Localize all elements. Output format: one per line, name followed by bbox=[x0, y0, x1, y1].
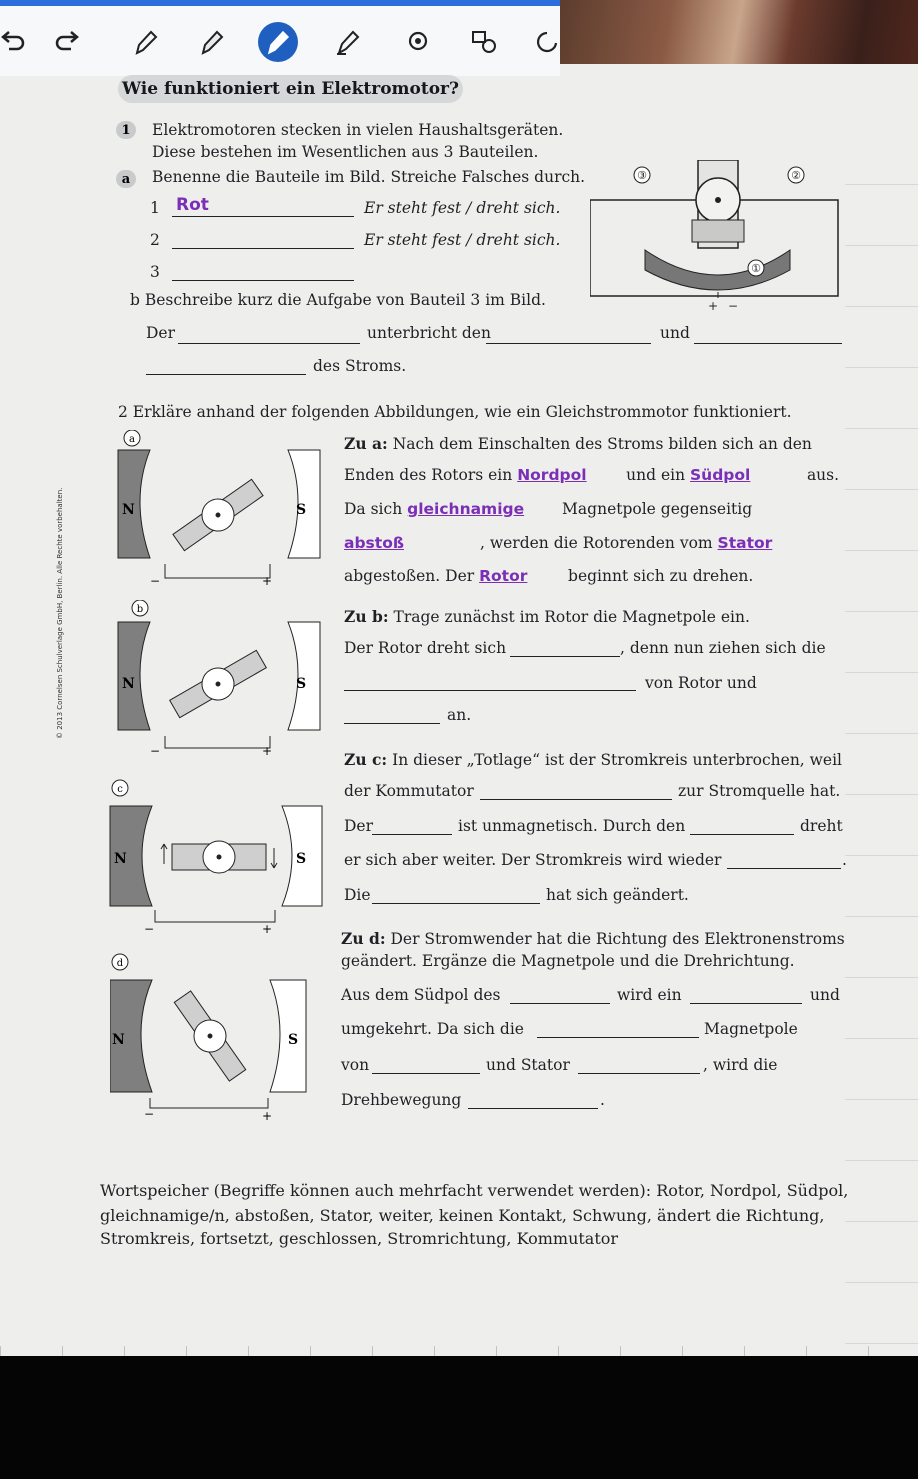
north-label: N bbox=[114, 851, 127, 867]
text-line: geändert. Ergänze die Magnetpole und die Drehrichtung. bbox=[341, 952, 795, 970]
text-line: und bbox=[810, 986, 840, 1004]
text-line: Trage zunächst im Rotor die Magnetpole ein. bbox=[393, 608, 750, 626]
plus-terminal: + bbox=[262, 744, 273, 758]
subtask-label: a bbox=[116, 170, 136, 188]
sentence-fragment: und bbox=[660, 324, 690, 342]
text-line: Enden des Rotors ein bbox=[344, 466, 513, 484]
answer-blank[interactable] bbox=[694, 343, 842, 344]
text-line: . bbox=[842, 851, 847, 869]
minus-terminal: − bbox=[150, 574, 161, 588]
section-head: Zu c: bbox=[344, 750, 388, 769]
text-line: und ein bbox=[626, 466, 686, 484]
redo-icon[interactable] bbox=[48, 22, 88, 62]
answer-blank[interactable] bbox=[178, 343, 360, 344]
bottom-bar bbox=[0, 1356, 918, 1479]
text-line: Magnetpole gegenseitig bbox=[562, 500, 753, 518]
text-line: abgestoßen. Der bbox=[344, 567, 475, 585]
sentence-fragment: unterbricht den bbox=[367, 324, 491, 342]
answer-blank[interactable] bbox=[172, 216, 354, 217]
text-line: er sich aber weiter. Der Stromkreis wird wieder bbox=[344, 851, 722, 869]
diagram-label: ③ bbox=[637, 169, 647, 182]
minus-terminal: − bbox=[144, 1107, 155, 1121]
text-line: , denn nun ziehen sich die bbox=[620, 639, 826, 657]
text-line: und Stator bbox=[486, 1056, 570, 1074]
south-label: S bbox=[296, 676, 307, 692]
figure-label: c bbox=[117, 784, 123, 795]
answer-blank[interactable] bbox=[537, 1037, 699, 1038]
drawing-toolbar bbox=[0, 0, 560, 76]
diagram-label: ② bbox=[791, 169, 801, 182]
text-line: der Kommutator bbox=[344, 782, 474, 800]
text-line: von Rotor und bbox=[645, 674, 757, 692]
task2-heading: 2 Erkläre anhand der folgenden Abbildungen, wie ein Gleichstrommotor funktioniert. bbox=[118, 403, 792, 421]
answer-blank[interactable] bbox=[486, 343, 651, 344]
answer-blank[interactable] bbox=[172, 248, 354, 249]
text-line: Drehbewegung bbox=[341, 1091, 462, 1109]
answer-blank[interactable] bbox=[146, 374, 306, 375]
text-line: Da sich bbox=[344, 500, 403, 518]
text-line: zur Stromquelle hat. bbox=[678, 782, 841, 800]
section-head: Zu a: bbox=[344, 434, 388, 453]
lasso-icon[interactable] bbox=[398, 22, 438, 62]
intro-line-1: Elektromotoren stecken in vielen Haushaltsgeräten. bbox=[152, 121, 564, 139]
answer-blank[interactable] bbox=[690, 834, 794, 835]
text-line: . bbox=[600, 1091, 605, 1109]
text-line: Aus dem Südpol des bbox=[341, 986, 501, 1004]
motor-figure-d bbox=[110, 952, 335, 1122]
eraser-icon[interactable] bbox=[528, 22, 568, 62]
row-number: 2 bbox=[150, 231, 160, 249]
answer-blank[interactable] bbox=[372, 1073, 480, 1074]
pen-icon[interactable] bbox=[258, 22, 298, 62]
minus-terminal: − bbox=[150, 744, 161, 758]
row-hint: Er steht fest / dreht sich. bbox=[364, 199, 561, 217]
answer-blank[interactable] bbox=[690, 1003, 802, 1004]
answer-blank[interactable] bbox=[727, 868, 841, 869]
text-line: an. bbox=[447, 706, 472, 724]
answer-blank[interactable] bbox=[510, 1003, 610, 1004]
answer-blank[interactable] bbox=[578, 1073, 700, 1074]
motor-figure-c bbox=[100, 778, 335, 938]
handwritten-answer: Rot bbox=[176, 195, 209, 215]
south-label: S bbox=[296, 851, 307, 867]
text-line: Nach dem Einschalten des Stroms bilden sich an den bbox=[392, 435, 812, 453]
answer-blank[interactable] bbox=[372, 834, 452, 835]
text-line: Der Stromwender hat die Richtung des Elektronenstroms bbox=[390, 930, 845, 948]
text-line: , wird die bbox=[703, 1056, 778, 1074]
section-head: Zu b: bbox=[344, 607, 389, 626]
text-line: beginnt sich zu drehen. bbox=[568, 567, 754, 585]
answer-blank[interactable] bbox=[480, 799, 672, 800]
handwritten-answer: Nordpol bbox=[517, 466, 587, 484]
wortspeicher-line-3: Stromkreis, fortsetzt, geschlossen, Stromrichtung, Kommutator bbox=[100, 1229, 619, 1248]
motor-figure-b bbox=[110, 600, 335, 760]
pencil-icon[interactable] bbox=[126, 22, 166, 62]
minus-terminal: − bbox=[728, 299, 739, 313]
north-label: N bbox=[112, 1032, 125, 1048]
text-line: In dieser „Totlage“ ist der Stromkreis unterbrochen, weil bbox=[392, 751, 843, 769]
plus-terminal: + bbox=[262, 1109, 273, 1122]
motor-figure-a bbox=[110, 430, 335, 590]
copyright-text: © 2013 Cornelsen Schulverlage GmbH, Berlin. Alle Rechte vorbehalten. bbox=[56, 487, 64, 739]
worksheet-title: Wie funktioniert ein Elektromotor? bbox=[118, 75, 463, 103]
text-line: dreht bbox=[800, 817, 843, 835]
wortspeicher-line-1: Wortspeicher (Begriffe können auch mehrfacht verwendet werden): Rotor, Nordpol, Südpol, bbox=[100, 1181, 849, 1200]
diagram-label: ① bbox=[751, 262, 761, 275]
figure-label: a bbox=[129, 434, 135, 445]
minus-terminal: − bbox=[144, 922, 155, 936]
shapes-icon[interactable] bbox=[464, 22, 504, 62]
sentence-fragment: des Stroms. bbox=[313, 357, 407, 375]
handwritten-answer: abstoß bbox=[344, 534, 404, 552]
grid-margin bbox=[845, 124, 918, 1354]
handwritten-answer: Stator bbox=[717, 534, 773, 552]
text-line: aus. bbox=[806, 466, 840, 484]
north-label: N bbox=[122, 676, 135, 692]
row-number: 1 bbox=[150, 199, 160, 217]
text-line: hat sich geändert. bbox=[546, 886, 689, 904]
task-number: 1 bbox=[116, 121, 136, 139]
answer-blank[interactable] bbox=[172, 280, 354, 281]
section-head: Zu d: bbox=[341, 929, 386, 948]
answer-blank[interactable] bbox=[344, 690, 636, 691]
copyright-note bbox=[30, 487, 70, 739]
handwritten-answer: Rotor bbox=[479, 567, 528, 585]
plus-terminal: + bbox=[262, 574, 273, 588]
answer-blank[interactable] bbox=[372, 903, 540, 904]
text-line: umgekehrt. Da sich die bbox=[341, 1020, 524, 1038]
plus-terminal: + bbox=[262, 922, 273, 936]
text-line: Der bbox=[344, 817, 374, 835]
motor-diagram bbox=[590, 160, 850, 320]
sentence-fragment: Der bbox=[146, 324, 176, 342]
plus-terminal: + bbox=[708, 299, 719, 313]
text-line: Die bbox=[344, 886, 371, 904]
figure-label: b bbox=[136, 604, 144, 615]
figure-label: d bbox=[116, 958, 124, 969]
row-hint: Er steht fest / dreht sich. bbox=[364, 231, 561, 249]
marker-icon[interactable] bbox=[192, 22, 232, 62]
highlighter-icon[interactable] bbox=[328, 22, 368, 62]
subtask-b-text: b Beschreibe kurz die Aufgabe von Bauteil 3 im Bild. bbox=[130, 291, 546, 309]
text-line: wird ein bbox=[617, 986, 682, 1004]
text-line: Der Rotor dreht sich bbox=[344, 639, 507, 657]
answer-blank[interactable] bbox=[344, 723, 440, 724]
south-label: S bbox=[288, 1032, 299, 1048]
text-line: Magnetpole bbox=[704, 1020, 798, 1038]
intro-line-2: Diese bestehen im Wesentlichen aus 3 Bauteilen. bbox=[152, 143, 539, 161]
handwritten-answer: gleichnamige bbox=[407, 500, 525, 518]
text-line: von bbox=[341, 1056, 370, 1074]
wortspeicher-line-2: gleichnamige/n, abstoßen, Stator, weiter, keinen Kontakt, Schwung, ändert die Richtung, bbox=[100, 1206, 825, 1225]
subtask-a-text: Benenne die Bauteile im Bild. Streiche Falsches durch. bbox=[152, 168, 586, 186]
north-label: N bbox=[122, 502, 135, 518]
text-line: ist unmagnetisch. Durch den bbox=[458, 817, 686, 835]
answer-blank[interactable] bbox=[510, 656, 620, 657]
text-line: , werden die Rotorenden vom bbox=[480, 534, 713, 552]
handwritten-answer: Südpol bbox=[690, 466, 751, 484]
south-label: S bbox=[296, 502, 307, 518]
row-number: 3 bbox=[150, 263, 160, 281]
undo-icon[interactable] bbox=[0, 22, 32, 62]
answer-blank[interactable] bbox=[468, 1108, 598, 1109]
